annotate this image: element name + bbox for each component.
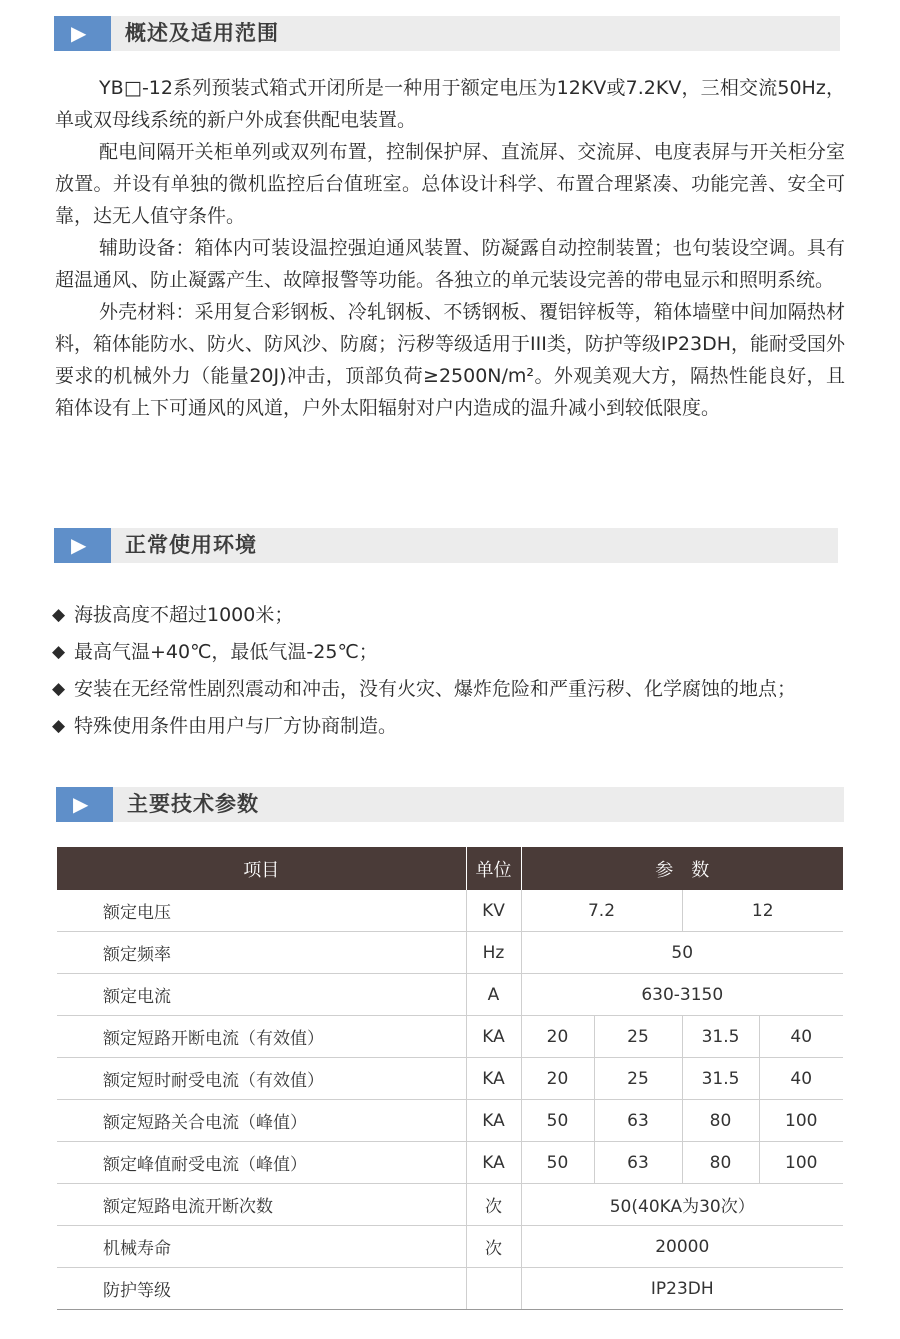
diamond-bullet-icon: ◆ [52,642,66,662]
overview-paragraph: 外壳材料：采用复合彩钢板、冷轧钢板、不锈钢板、覆铝锌板等，箱体墙壁中间加隔热材料，箱体能防水、防火、防风沙、防腐；污秽等级适用于III类，防护等级IP23DH，能耐受国外要求的机械外力（能量20J)冲击，顶部负荷≥2500N/m²。外观美观大方，隔热性能良好，且箱体设有上下可通风的风道，户外太阳辐射对户内造成的温升减小到较低限度。 [55,301,845,419]
column-header-item: 项目 [57,847,466,890]
play-arrow-icon: ▶ [71,21,87,45]
play-arrow-icon: ▶ [71,533,87,557]
section-title: 概述及适用范围 [125,21,279,45]
overview-paragraph: YB□-12系列预装式箱式开闭所是一种用于额定电压为12KV或7.2KV，三相交流50Hz，单或双母线系统的新户外成套供配电装置。 [55,77,845,131]
table-row: 额定频率 Hz 50 [57,932,843,974]
table-row: 额定峰值耐受电流（峰值） KA 50 63 80 100 [57,1142,843,1184]
section-tab [54,16,111,51]
section-title: 正常使用环境 [125,533,257,557]
section-header-overview [54,16,840,51]
list-item: ◆ 安装在无经常性剧烈震动和冲击，没有火灾、爆炸危险和严重污秽、化学腐蚀的地点； [52,671,852,708]
overview-paragraph: 辅助设备：箱体内可装设温控强迫通风装置、防凝露自动控制装置；也句装设空调。具有超温通风、防止凝露产生、故障报警等功能。各独立的单元装设完善的带电显示和照明系统。 [55,237,845,291]
table-row: 额定短路电流开断次数 次 50(40KA为30次） [57,1184,843,1226]
diamond-bullet-icon: ◆ [52,679,66,699]
column-header-unit: 单位 [466,847,521,890]
section-tab [54,528,111,563]
diamond-bullet-icon: ◆ [52,716,66,736]
overview-paragraph: 配电间隔开关柜单列或双列布置，控制保护屏、直流屏、交流屏、电度表屏与开关柜分室放置。并设有单独的微机监控后台值班室。总体设计科学、布置合理紧凑、功能完善、安全可靠，达无人值守条件。 [55,141,845,227]
section-title: 主要技术参数 [127,792,259,816]
table-row: 额定短路关合电流（峰值） KA 50 63 80 100 [57,1100,843,1142]
list-item: ◆ 海拔高度不超过1000米； [52,597,852,634]
table-row: 机械寿命 次 20000 [57,1226,843,1268]
diamond-bullet-icon: ◆ [52,605,66,625]
table-row: 额定电流 A 630-3150 [57,974,843,1016]
section-tab [56,787,113,822]
list-item: ◆ 最高气温+40℃，最低气温-25℃； [52,634,852,671]
play-arrow-icon: ▶ [73,792,89,816]
section-header-environment [54,528,838,563]
table-row: 额定电压 KV 7.2 12 [57,890,843,932]
table-header-row [57,847,843,890]
table-row: 防护等级 IP23DH [57,1268,843,1310]
table-row: 额定短路开断电流（有效值） KA 20 25 31.5 40 [57,1016,843,1058]
environment-list [52,597,852,745]
section-header-specs [56,787,844,822]
spec-table [57,847,843,1310]
list-item: ◆ 特殊使用条件由用户与厂方协商制造。 [52,708,852,745]
table-row: 额定短时耐受电流（有效值） KA 20 25 31.5 40 [57,1058,843,1100]
overview-text [55,72,845,424]
column-header-params: 参 数 [521,847,843,890]
